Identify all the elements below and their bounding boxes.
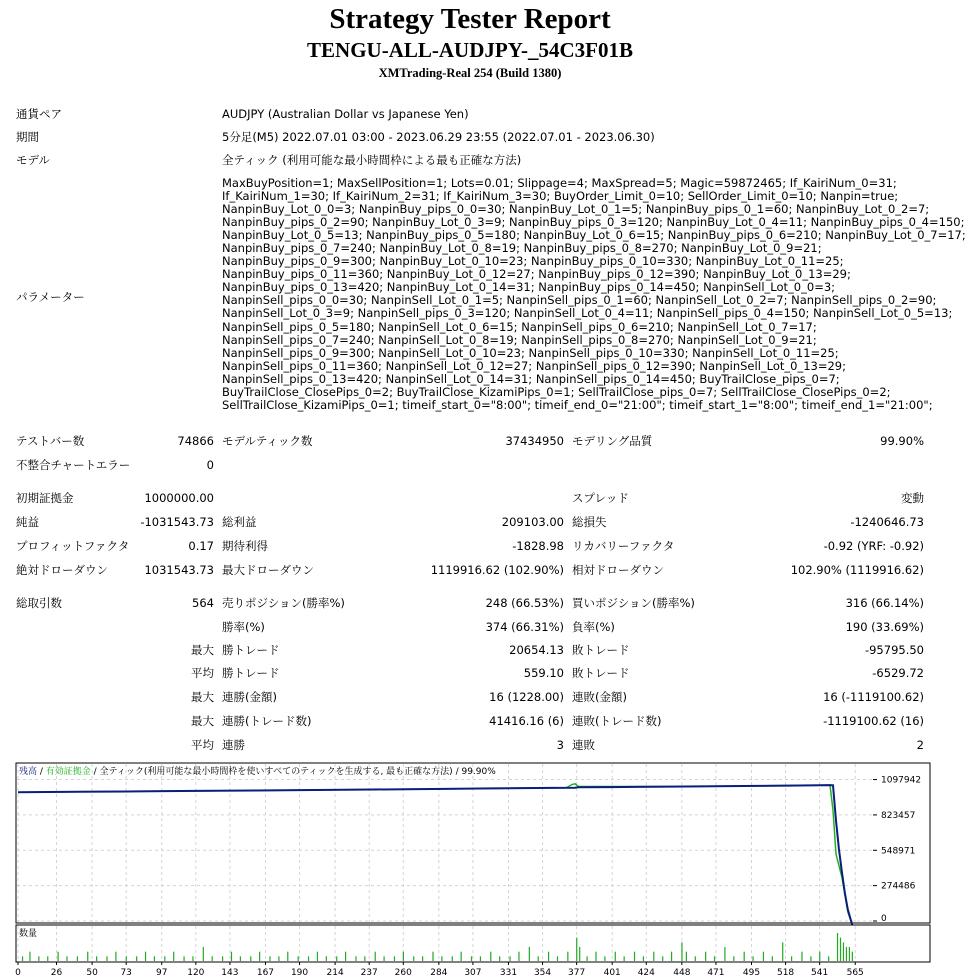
volume-bar [336, 956, 337, 961]
short-value: 248 (66.53%) [485, 596, 564, 610]
avg-loss-value: -6529.72 [872, 666, 924, 680]
x-tick-label: 307 [464, 968, 482, 977]
abs-dd-label: 絶対ドローダウン [16, 563, 108, 577]
x-tick-label: 120 [187, 968, 205, 977]
volume-bar [126, 956, 127, 961]
net-value: -1031543.73 [140, 515, 214, 529]
volume-bar [782, 942, 783, 961]
volume-bar [752, 956, 753, 961]
avg-prefix: 平均 [191, 738, 214, 752]
net-label: 純益 [16, 515, 39, 529]
volume-bar [29, 952, 30, 961]
volume-bar [96, 956, 97, 961]
legend-model: 全ティック(利用可能な最小時間枠を使いすべてのティックを生成する, 最も正確な方法) [99, 767, 453, 777]
max-prefix: 最大 [191, 690, 214, 704]
lossrate-value: 190 (33.69%) [845, 620, 924, 634]
pf-value: 0.17 [188, 539, 214, 553]
recovery-label: リカバリーファクタ [572, 539, 675, 553]
avg-cons-losses-value: 2 [916, 738, 924, 752]
mismatch-value: 0 [206, 458, 214, 472]
volume-bar [461, 952, 462, 961]
deposit-label: 初期証拠金 [16, 491, 74, 505]
y-tick-label: 0 [881, 914, 887, 924]
x-tick-label: 260 [394, 968, 412, 977]
volume-bar [819, 952, 820, 961]
param-line: NanpinSell_Lot_0_3=9; NanpinSell_pips_0_3=120; NanpinSell_Lot_0_4=11; NanpinSell_pips_0_4=150; NanpinSell_Lot_0_5=13; [222, 306, 953, 321]
largest-win-value: 20654.13 [509, 643, 564, 657]
volume-bar [355, 956, 356, 961]
avg-cons-wins-value: 3 [556, 738, 564, 752]
x-tick-label: 354 [533, 968, 552, 977]
x-tick-label: 190 [290, 968, 309, 977]
param-line: NanpinBuy_pips_0_2=90; NanpinBuy_Lot_0_3=9; NanpinBuy_pips_0_3=120; NanpinBuy_Lot_0_4=11; NanpinBuy_pips_0_4=150; [222, 215, 965, 230]
largest-loss-value: -95795.50 [864, 643, 924, 657]
param-line: NanpinSell_pips_0_11=360; NanpinSell_Lot_0_12=27; NanpinSell_pips_0_12=390; NanpinSell_Lot_0_13=29; [222, 358, 846, 373]
x-tick-label: 377 [568, 968, 586, 977]
volume-bar [604, 956, 605, 961]
volume-chart [16, 925, 930, 977]
rel-dd-value: 102.90% (1119916.62) [790, 563, 924, 577]
volume-bar [548, 952, 549, 961]
volume-bar [173, 952, 174, 961]
volume-bar [66, 956, 67, 961]
long-value: 316 (66.14%) [845, 596, 924, 610]
volume-bar [375, 952, 376, 961]
volume-bar [364, 956, 365, 961]
x-tick-label: 0 [15, 968, 21, 977]
volume-bar [837, 933, 838, 961]
gross-loss-label: 総損失 [572, 515, 607, 529]
x-tick-label: 97 [156, 968, 168, 977]
volume-bar [846, 947, 847, 961]
x-tick-label: 50 [86, 968, 98, 977]
ticks-label: モデルティック数 [222, 434, 313, 448]
max-cons-wins-label: 連勝(金額) [222, 690, 277, 704]
param-line: BuyTrailClose_ClosePips_0=2; BuyTrailClose_KizamiPips_0=1; SellTrailClose_pips_0=7; SellTrailClose_ClosePips_0=2; [222, 384, 891, 399]
volume-bar [192, 956, 193, 961]
volume-bar [671, 952, 672, 961]
param-line: NanpinBuy_pips_0_9=300; NanpinBuy_Lot_0_10=23; NanpinBuy_pips_0_10=330; NanpinBuy_Lot_0_11=25; [222, 254, 844, 269]
y-tick-label: 823457 [881, 810, 916, 821]
model-label: モデル [16, 153, 50, 167]
param-line: NanpinSell_pips_0_5=180; NanpinSell_Lot_0_6=15; NanpinSell_pips_0_6=210; NanpinSell_Lot_0_7=17; [222, 319, 817, 334]
volume-bar [308, 956, 309, 961]
avg-loss-label: 敗トレード [572, 666, 630, 680]
quality-label: モデリング品質 [572, 434, 653, 448]
bars-value: 74866 [177, 434, 214, 448]
long-label: 買いポジション(勝率%) [572, 596, 695, 610]
volume-bar [326, 956, 327, 961]
max-prefix: 最大 [191, 714, 214, 728]
report-title: Strategy Tester Report [329, 3, 611, 35]
volume-bar [499, 956, 500, 961]
recovery-value: -0.92 (YRF: -0.92) [823, 539, 924, 553]
param-line: NanpinBuy_pips_0_7=240; NanpinBuy_Lot_0_8=19; NanpinBuy_pips_0_8=270; NanpinBuy_Lot_0_9=21; [222, 241, 822, 256]
max-cons-loss-label: 連敗(トレード数) [572, 714, 662, 728]
x-tick-label: 424 [637, 968, 655, 977]
volume-bar [695, 956, 696, 961]
volume-bar [203, 947, 204, 961]
volume-bar [136, 956, 137, 961]
volume-bar [579, 947, 580, 961]
volume-bar [810, 956, 811, 961]
volume-bar [615, 952, 616, 961]
volume-bar [490, 952, 491, 961]
x-tick-label: 331 [499, 968, 518, 977]
y-tick-label: 548971 [881, 846, 916, 857]
x-tick-label: 167 [256, 968, 275, 977]
volume-bar [480, 956, 481, 961]
volume-bar [441, 956, 442, 961]
volume-bar [686, 952, 687, 961]
avg-win-label: 勝トレード [222, 666, 280, 680]
volume-bar [763, 952, 764, 961]
symbol-label: 通貨ペア [16, 107, 62, 121]
max-dd-label: 最大ドローダウン [222, 563, 314, 577]
x-tick-label: 565 [846, 968, 864, 977]
y-tick-label: 1097942 [881, 775, 922, 786]
param-line: If_KairiNum_1=30; If_KairiNum_2=31; If_KairiNum_3=30; BuyOrder_Limit_0=10; SellOrder_Limit_0=10; Nanpin=true; [222, 189, 899, 204]
avg-win-value: 559.10 [523, 666, 564, 680]
param-line: NanpinBuy_pips_0_11=360; NanpinBuy_Lot_0_12=27; NanpinBuy_pips_0_12=390; NanpinBuy_Lot_0_13=29; [222, 267, 851, 282]
volume-bar [183, 956, 184, 961]
volume-bar [681, 942, 682, 961]
x-tick-label: 143 [221, 968, 239, 977]
volume-bar [843, 942, 844, 961]
server-build: XMTrading-Real 254 (Build 1380) [378, 66, 562, 80]
volume-bar [471, 956, 472, 961]
volume-bar [791, 956, 792, 961]
legend-balance: 残高 [19, 767, 38, 777]
avg-prefix: 平均 [191, 666, 214, 680]
param-line: NanpinBuy_Lot_0_0=3; NanpinBuy_pips_0_0=30; NanpinBuy_Lot_0_1=5; NanpinBuy_pips_0_1=60; NanpinBuy_Lot_0_2=7; [222, 202, 930, 217]
param-line: NanpinBuy_Lot_0_5=13; NanpinBuy_pips_0_5=180; NanpinBuy_Lot_0_6=15; NanpinBuy_pips_0_6=210; NanpinBuy_Lot_0_7=17; [222, 228, 966, 243]
param-line: NanpinBuy_pips_0_13=420; NanpinBuy_Lot_0_14=31; NanpinBuy_pips_0_14=450; NanpinSell_Lot_0_0=3; [222, 280, 836, 295]
abs-dd-value: 1031543.73 [144, 563, 214, 577]
x-tick-label: 541 [811, 968, 829, 977]
expected-label: 期待利得 [222, 539, 268, 553]
volume-bar [849, 947, 850, 961]
quality-value: 99.90% [880, 434, 924, 448]
trades-value: 564 [192, 596, 214, 610]
x-tick-label: 26 [50, 968, 63, 977]
x-tick-label: 518 [776, 968, 795, 977]
volume-bar [744, 952, 745, 961]
volume-bar [212, 956, 213, 961]
params-value [222, 176, 966, 412]
volume-bar [222, 956, 223, 961]
volume-bar [733, 956, 734, 961]
gross-loss-value: -1240646.73 [850, 515, 924, 529]
rel-dd-label: 相対ドローダウン [572, 563, 664, 577]
volume-bar [557, 956, 558, 961]
volume-bar [345, 952, 346, 961]
avg-cons-wins-label: 連勝 [222, 738, 245, 752]
volume-bar [22, 956, 23, 961]
max-cons-profit-value: 41416.16 (6) [489, 714, 564, 728]
max-cons-wins-value: 16 (1228.00) [489, 690, 564, 704]
volume-bar [714, 956, 715, 961]
x-tick-label: 284 [430, 968, 448, 977]
expert-name: TENGU-ALL-AUDJPY-_54C3F01B [307, 38, 633, 62]
x-tick-label: 237 [360, 968, 378, 977]
volume-bar [47, 956, 48, 961]
volume-bar [567, 952, 568, 961]
volume-bar [384, 956, 385, 961]
x-tick-label: 73 [120, 968, 132, 977]
volume-bar [422, 956, 423, 961]
y-tick-label: 274486 [881, 881, 916, 892]
volume-bar [77, 956, 78, 961]
volume-bar [240, 956, 241, 961]
pf-label: プロフィットファクタ [16, 539, 130, 553]
param-line: SellTrailClose_KizamiPips_0=1; timeif_start_0="8:00"; timeif_end_0="21:00"; timeif_start_1="8:00"; timeif_end_1="21:00"; [222, 397, 933, 412]
largest-win-label: 勝トレード [222, 643, 280, 657]
max-prefix: 最大 [191, 643, 214, 657]
volume-bar [828, 956, 829, 961]
volume-bar [529, 947, 530, 961]
x-tick-label: 214 [326, 968, 344, 977]
volume-bar [287, 952, 288, 961]
volume-bar [87, 952, 88, 961]
volume-bar [643, 956, 644, 961]
volume-bar [724, 947, 725, 961]
expected-value: -1828.98 [512, 539, 564, 553]
max-cons-losses-value: 16 (-1119100.62) [823, 690, 924, 704]
volume-bar [317, 952, 318, 961]
volume-bar [154, 956, 155, 961]
volume-bar [634, 952, 635, 961]
volume-bar [452, 956, 453, 961]
x-tick-label: 495 [742, 968, 761, 977]
volume-bar [772, 956, 773, 961]
winrate-label: 勝率(%) [222, 620, 265, 634]
volume-bar [298, 956, 299, 961]
volume-bar [278, 956, 279, 961]
volume-bar [518, 952, 519, 961]
volume-bar [840, 938, 841, 961]
param-line: NanpinSell_pips_0_9=300; NanpinSell_Lot_0_10=23; NanpinSell_pips_0_10=330; NanpinSell_Lot_0_11=25; [222, 345, 839, 360]
volume-bar [269, 956, 270, 961]
x-tick-label: 401 [603, 968, 621, 977]
ticks-value: 37434950 [505, 434, 564, 448]
volume-bar [231, 952, 232, 961]
param-line: NanpinSell_pips_0_7=240; NanpinSell_Lot_0_8=19; NanpinSell_pips_0_8=270; NanpinSell_Lot_0_9=21; [222, 332, 817, 347]
gross-profit-value: 209103.00 [501, 515, 564, 529]
period-value: 5分足(M5) 2022.07.01 03:00 - 2023.06.29 23:55 (2022.07.01 - 2023.06.30) [222, 130, 655, 144]
volume-bar [624, 956, 625, 961]
balance-chart [16, 763, 930, 925]
param-line: MaxBuyPosition=1; MaxSellPosition=1; Lots=0.01; Slippage=4; MaxSpread=5; Magic=59872465; If_KairiNum_0=31; [222, 176, 897, 190]
volume-bar [653, 952, 654, 961]
max-cons-profit-label: 連勝(トレード数) [222, 714, 312, 728]
period-label: 期間 [16, 130, 39, 144]
x-tick-label: 448 [673, 968, 691, 977]
volume-bar [852, 952, 853, 961]
model-value: 全ティック (利用可能な最小時間枠による最も正確な方法) [222, 153, 522, 167]
volume-bar [145, 952, 146, 961]
volume-bar [662, 956, 663, 961]
short-label: 売りポジション(勝率%) [222, 596, 345, 610]
max-cons-losses-label: 連敗(金額) [572, 690, 627, 704]
legend-quality: 99.90% [461, 767, 496, 777]
volume-bar [58, 952, 59, 961]
winrate-value: 374 (66.31%) [485, 620, 564, 634]
volume-bar [250, 956, 251, 961]
x-axis-ticks [15, 962, 864, 977]
bars-label: テストバー数 [16, 434, 85, 448]
volume-bar [801, 952, 802, 961]
symbol-value: AUDJPY (Australian Dollar vs Japanese Yen) [222, 107, 469, 121]
volume-bar [259, 952, 260, 961]
trades-label: 総取引数 [16, 596, 62, 610]
volume-bar [164, 956, 165, 961]
deposit-value: 1000000.00 [144, 491, 214, 505]
largest-loss-label: 敗トレード [572, 643, 630, 657]
volume-bar [115, 952, 116, 961]
legend-equity: 有効証拠金 [45, 767, 91, 777]
volume-bar [538, 956, 539, 961]
volume-bar [587, 956, 588, 961]
volume-bar [432, 952, 433, 961]
volume-bar [38, 956, 39, 961]
chart-legend: 残高 / 有効証拠金 / 全ティック(利用可能な最小時間枠を使いすべてのティックを生成する, 最も正確な方法) / 99.90% [19, 767, 496, 777]
volume-bar [509, 956, 510, 961]
volume-bar [394, 956, 395, 961]
spread-label: スプレッド [572, 491, 629, 505]
lossrate-label: 負率(%) [572, 620, 615, 634]
param-line: NanpinSell_pips_0_13=420; NanpinSell_Lot_0_14=31; NanpinSell_pips_0_14=450; BuyTrailClose_pips_0=7; [222, 371, 840, 386]
max-dd-value: 1119916.62 (102.90%) [430, 563, 564, 577]
params-label: パラメーター [16, 290, 85, 304]
avg-cons-losses-label: 連敗 [572, 738, 595, 752]
volume-bar [106, 956, 107, 961]
volume-label: 数量 [19, 929, 38, 939]
x-tick-label: 471 [707, 968, 725, 977]
volume-bar [413, 956, 414, 961]
mismatch-label: 不整合チャートエラー [16, 458, 131, 472]
volume-bar [705, 952, 706, 961]
volume-bar [403, 952, 404, 961]
max-cons-loss-value: -1119100.62 (16) [823, 714, 924, 728]
volume-bar [595, 952, 596, 961]
gross-profit-label: 総利益 [222, 515, 257, 529]
spread-value: 変動 [901, 491, 924, 505]
param-line: NanpinSell_pips_0_0=30; NanpinSell_Lot_0_1=5; NanpinSell_pips_0_1=60; NanpinSell_Lot_0_2=7; NanpinSell_pips_0_2=90; [222, 293, 937, 308]
volume-bar [576, 938, 577, 961]
